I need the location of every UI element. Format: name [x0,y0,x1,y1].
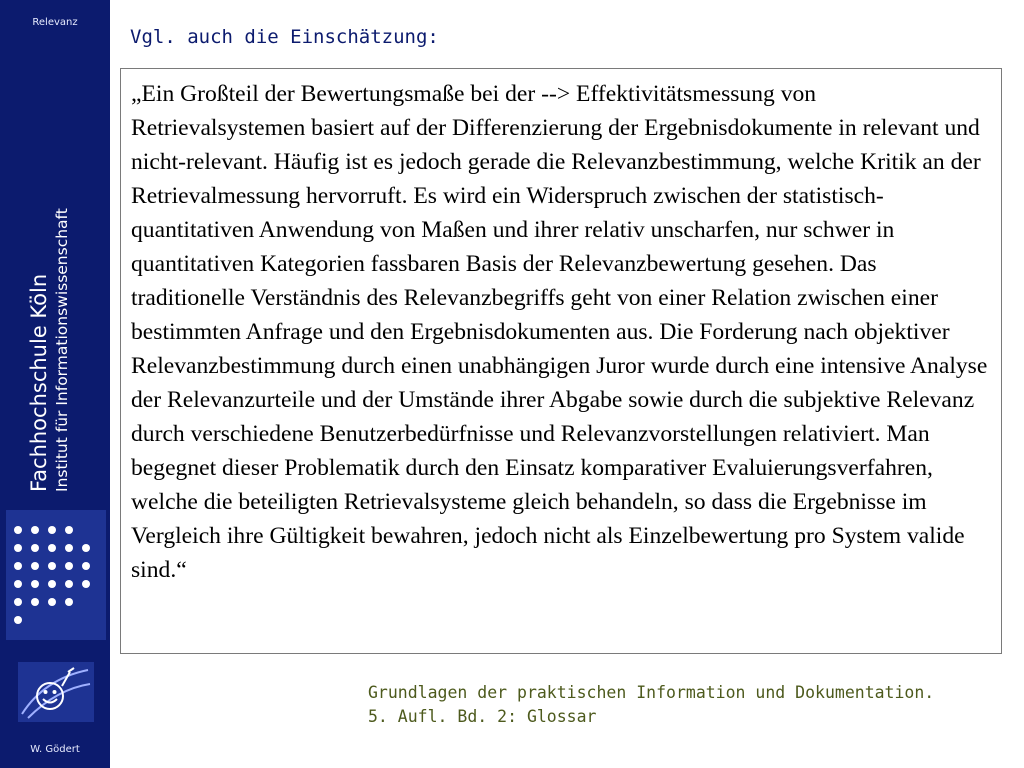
smiley-logo-icon [18,662,94,722]
pattern-dot [48,598,56,606]
institution-name: Fachhochschule Köln [27,273,51,492]
source-line-1: Grundlagen der praktischen Information und Dokumentation. [368,683,935,702]
pattern-dot [82,580,90,588]
pattern-dot [14,580,22,588]
page-heading: Vgl. auch die Einschätzung: [130,26,439,48]
department-name: Institut für Informationswissenschaft [53,208,71,492]
quote-box [120,68,1002,654]
pattern-dot [48,580,56,588]
pattern-dot [14,598,22,606]
pattern-dot [48,526,56,534]
source-citation [368,681,934,729]
source-line-2: 5. Aufl. Bd. 2: Glossar [368,707,597,726]
dot-pattern-panel [6,510,106,640]
pattern-dot [48,544,56,552]
pattern-dot [14,526,22,534]
institution-vertical [26,72,106,492]
pattern-dot [65,544,73,552]
pattern-dot [65,580,73,588]
pattern-dot [82,562,90,570]
pattern-dot [31,544,39,552]
pattern-dot [82,544,90,552]
author-label: W. Gödert [30,744,80,755]
pattern-dot [14,562,22,570]
pattern-dot [31,562,39,570]
pattern-dot [31,526,39,534]
pattern-dot [65,598,73,606]
pattern-dot [14,544,22,552]
pattern-dot [48,562,56,570]
pattern-dot [31,598,39,606]
topic-label: Relevanz [32,17,78,28]
pattern-dot [31,580,39,588]
pattern-dot [14,616,22,624]
pattern-dot [65,526,73,534]
logo-panel [18,662,94,722]
quote-text: „Ein Großteil der Bewertungsmaße bei der --> Effektivitätsmessung von Retrievalsystemen basiert auf der Differenzierung der Ergebnisdokumente in relevant und nicht-relevant. Häufig ist es jedoch gerade die Relevanzbestimmung, welche Kritik an der Retrievalmessung hervorruft. Es wird ein Widerspruch zwischen der statistisch-quantitativen Anwendung von Maßen und ihrer relativ unscharfen, nur schwer in quantitativen Kategorien fassbaren Basis der Relevanzbewertung gesehen. Das traditionelle Verständnis des Relevanzbegriffs geht von einer Relation zwischen einer bestimmten Anfrage und den Ergebnisdokumenten aus. Die Forderung nach objektiver Relevanzbestimmung durch einen unabhängigen Juror wurde durch eine intensive Analyse der Relevanzurteile und der Umstände ihrer Abgabe sowie durch die subjektive Relevanz durch verschiedene Benutzerbedürfnisse und Relevanzvorstellungen relativiert. Man begegnet dieser Problematik durch den Einsatz komparativer Evaluierungsverfahren, welche die beteiligten Retrievalsysteme gleich behandeln, so dass die Ergebnisse im Vergleich ihre Gültigkeit bewahren, jedoch nicht als Einzelbewertung pro System valide sind.“ [131,81,988,583]
sidebar [0,0,110,768]
pattern-dot [65,562,73,570]
